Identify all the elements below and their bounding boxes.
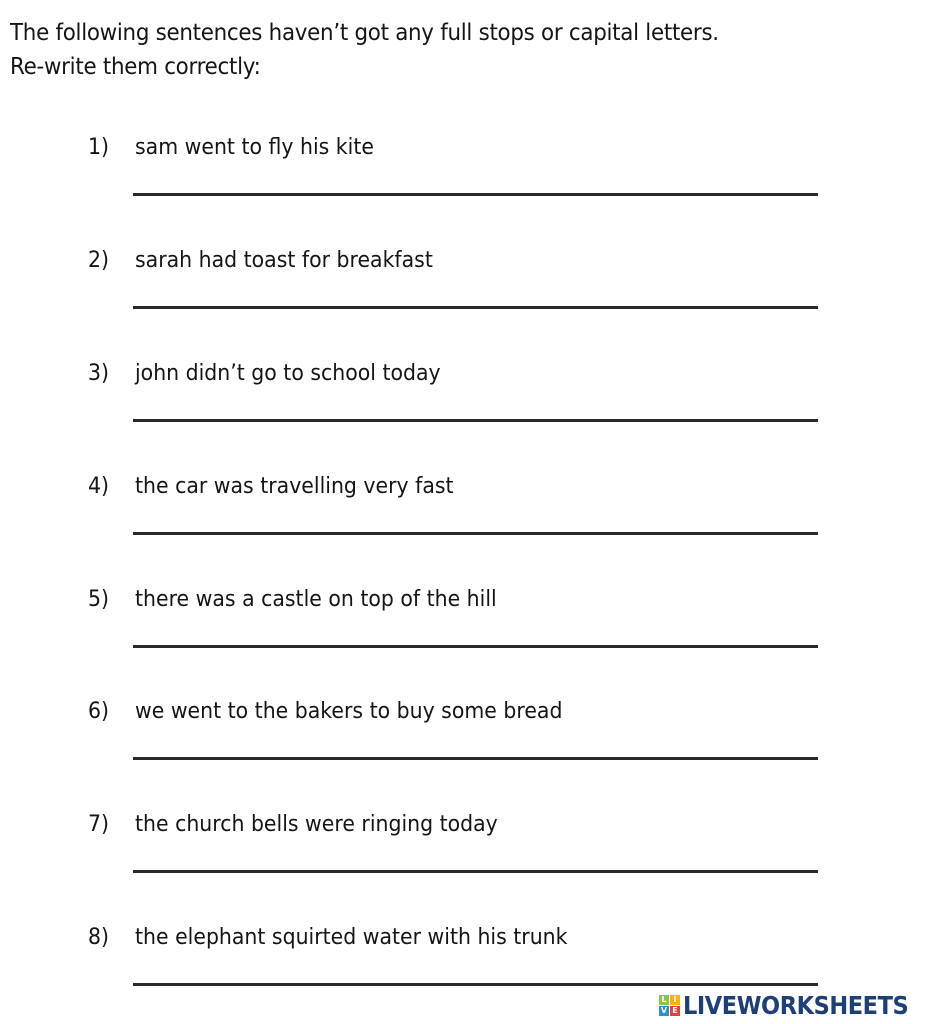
item-sentence: we went to the bakers to buy some bread [135,699,563,724]
answer-line[interactable] [133,419,818,422]
answer-line[interactable] [133,532,818,535]
item-sentence: there was a castle on top of the hill [135,587,497,612]
live-blocks-icon: L I V E [659,995,680,1016]
logo-text: LIVEWORKSHEETS [683,990,909,1020]
item-number: 6) [88,699,110,724]
answer-line[interactable] [133,757,818,760]
item-number: 7) [88,812,110,837]
answer-line[interactable] [133,306,818,309]
item-number: 8) [88,925,110,950]
item-sentence: sarah had toast for breakfast [135,248,433,273]
item-number: 4) [88,474,110,499]
item-number: 5) [88,587,110,612]
liveworksheets-logo [655,990,933,1020]
item-sentence: the elephant squirted water with his trunk [135,925,568,950]
instruction-line-2: Re-write them correctly: [10,54,261,80]
item-number: 1) [88,135,110,160]
item-sentence: the church bells were ringing today [135,812,498,837]
item-number: 2) [88,248,110,273]
answer-line[interactable] [133,870,818,873]
answer-line[interactable] [133,983,818,986]
item-sentence: the car was travelling very fast [135,474,454,499]
answer-line[interactable] [133,193,818,196]
item-number: 3) [88,361,110,386]
item-sentence: john didn’t go to school today [135,361,441,386]
instruction-line-1: The following sentences haven’t got any full stops or capital letters. [10,20,719,46]
instructions [10,16,719,84]
answer-line[interactable] [133,645,818,648]
item-sentence: sam went to fly his kite [135,135,374,160]
